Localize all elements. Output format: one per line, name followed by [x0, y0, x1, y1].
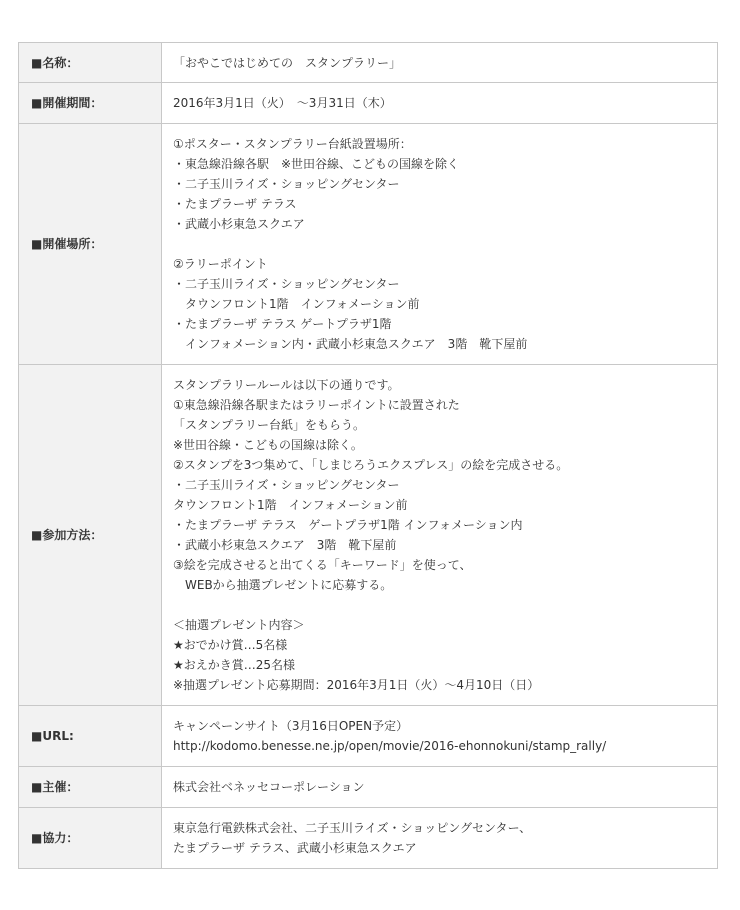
value-name: [162, 43, 718, 83]
value-line: タウンフロント1階 インフォメーション前: [173, 297, 420, 311]
label-url: ■URL:: [19, 706, 162, 767]
value-line: ・たまプラーザ テラス: [173, 197, 297, 211]
value-line: 株式会社ベネッセコーポレーション: [173, 780, 365, 794]
campaign-url-link[interactable]: http://kodomo.benesse.ne.jp/open/movie/2016-ehonnokuni/stamp_rally/: [173, 739, 607, 753]
label-cooperation: ■協力：: [19, 808, 162, 869]
value-line: ※抽選プレゼント応募期間：2016年3月1日（火）～4月10日（日）: [173, 678, 540, 692]
value-line: 「おやこではじめての スタンプラリー」: [173, 55, 402, 70]
value-url: [162, 706, 718, 767]
event-info-body: [19, 43, 718, 869]
row-period: [19, 83, 718, 124]
value-line: キャンペーンサイト（3月16日OPEN予定）: [173, 719, 409, 733]
value-line: ①東急線沿線各駅またはラリーポイントに設置された: [173, 398, 460, 412]
label-name: ■名称：: [19, 43, 162, 83]
value-line: ・東急線沿線各駅 ※世田谷線、こどもの国線を除く: [173, 157, 460, 171]
row-name: [19, 43, 718, 83]
value-line: スタンプラリールールは以下の通りです。: [173, 378, 400, 392]
value-line: インフォメーション内・武蔵小杉東急スクエア 3階 靴下屋前: [173, 337, 528, 351]
value-line: ①ポスター・スタンプラリー台紙設置場所：: [173, 137, 412, 151]
value-line: 2016年3月1日（火） ～3月31日（木）: [173, 96, 392, 110]
value-organizer: [162, 767, 718, 808]
value-line: ③絵を完成させると出てくる「キーワード」を使って、: [173, 558, 472, 572]
label-howto: ■参加方法：: [19, 365, 162, 706]
label-venue: ■開催場所：: [19, 124, 162, 365]
value-line: [173, 234, 707, 254]
value-line: ・二子玉川ライズ・ショッピングセンター: [173, 478, 400, 492]
value-line: 東京急行電鉄株式会社、二子玉川ライズ・ショッピングセンター、: [173, 821, 532, 835]
value-line: ★おえかき賞…25名様: [173, 658, 296, 672]
row-howto: [19, 365, 718, 706]
value-line: ・武蔵小杉東急スクエア: [173, 217, 305, 231]
value-line: 「スタンプラリー台紙」をもらう。: [173, 418, 366, 432]
value-line: ※世田谷線・こどもの国線は除く。: [173, 438, 363, 452]
value-line: WEBから抽選プレゼントに応募する。: [173, 578, 393, 592]
value-line: ②スタンプを3つ集めて、「しまじろうエクスプレス」の絵を完成させる。: [173, 458, 569, 472]
label-organizer: ■主催：: [19, 767, 162, 808]
value-line: タウンフロント1階 インフォメーション前: [173, 498, 408, 512]
value-howto: [162, 365, 718, 706]
value-line: ・たまプラーザ テラス ゲートプラザ1階: [173, 317, 392, 331]
row-venue: [19, 124, 718, 365]
value-line: [173, 595, 707, 615]
row-organizer: [19, 767, 718, 808]
value-line: ・二子玉川ライズ・ショッピングセンター: [173, 177, 400, 191]
value-line: ・たまプラーザ テラス ゲートプラザ1階 インフォメーション内: [173, 518, 523, 532]
label-period: ■開催期間：: [19, 83, 162, 124]
event-info-table: [18, 42, 718, 869]
value-line: ②ラリーポイント: [173, 257, 268, 271]
value-cooperation: [162, 808, 718, 869]
value-line: ＜抽選プレゼント内容＞: [173, 618, 305, 632]
value-line: ★おでかけ賞…5名様: [173, 638, 288, 652]
value-line: ・二子玉川ライズ・ショッピングセンター: [173, 277, 400, 291]
value-period: [162, 83, 718, 124]
value-venue: [162, 124, 718, 365]
value-line: ・武蔵小杉東急スクエア 3階 靴下屋前: [173, 538, 397, 552]
value-line: たまプラーザ テラス、武蔵小杉東急スクエア: [173, 841, 417, 855]
row-url: [19, 706, 718, 767]
row-cooperation: [19, 808, 718, 869]
